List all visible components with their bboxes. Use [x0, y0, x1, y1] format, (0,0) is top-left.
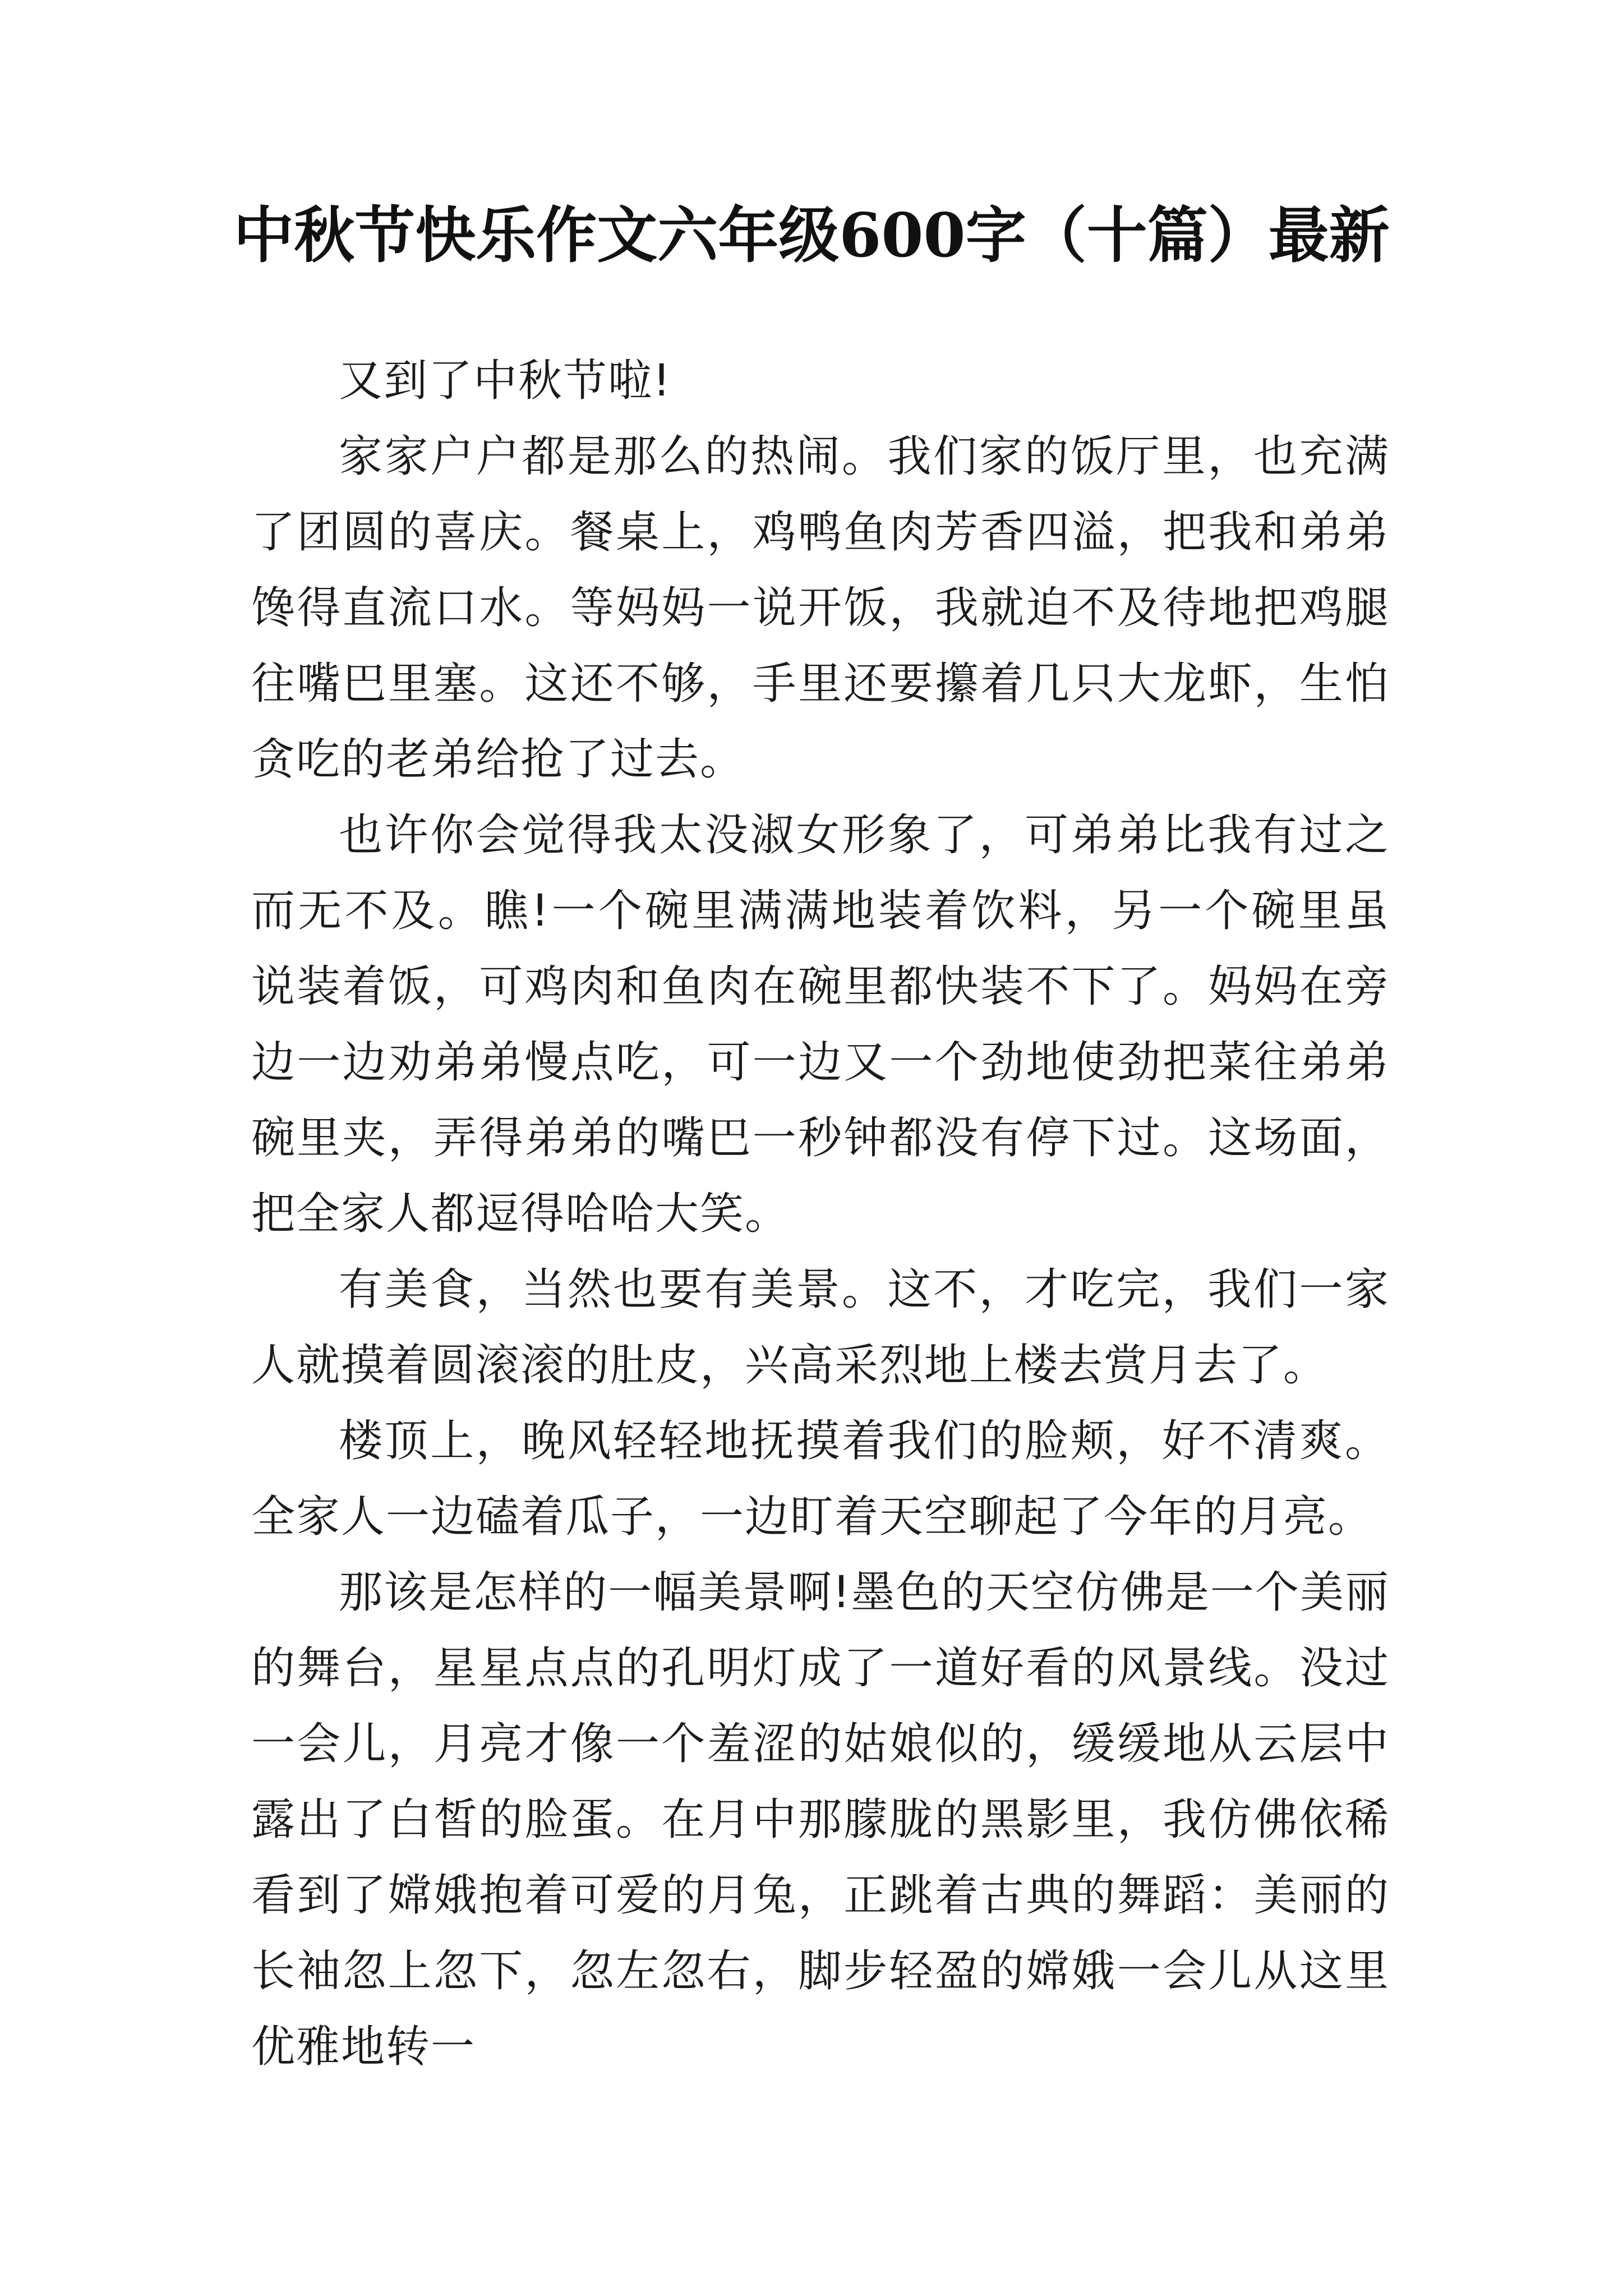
paragraph: 有美食，当然也要有美景。这不，才吃完，我们一家人就摸着圆滚滚的肚皮，兴高采烈地上楼去赏月去了。 — [251, 1264, 1390, 1391]
document-body — [251, 343, 1390, 2085]
paragraph: 也许你会觉得我太没淑女形象了，可弟弟比我有过之而无不及。瞧!一个碗里满满地装着饮料，另一个碗里虽说装着饭，可鸡肉和鱼肉在碗里都快装不下了。妈妈在旁边一边劝弟弟慢点吃，可一边又一个劲地使劲把菜往弟弟碗里夹，弄得弟弟的嘴巴一秒钟都没有停下过。这场面，把全家人都逗得哈哈大笑。 — [251, 810, 1390, 1239]
paragraph: 家家户户都是那么的热闹。我们家的饭厅里，也充满了团圆的喜庆。餐桌上，鸡鸭鱼肉芳香四溢，把我和弟弟馋得直流口水。等妈妈一说开饭，我就迫不及待地把鸡腿往嘴巴里塞。这还不够，手里还要攥着几只大龙虾，生怕贪吃的老弟给抢了过去。 — [251, 431, 1390, 785]
paragraph: 那该是怎样的一幅美景啊!墨色的天空仿佛是一个美丽的舞台，星星点点的孔明灯成了一道好看的风景线。没过一会儿，月亮才像一个羞涩的姑娘似的，缓缓地从云层中露出了白皙的脸蛋。在月中那朦胧的黑影里，我仿佛依稀看到了嫦娥抱着可爱的月兔，正跳着古典的舞蹈：美丽的长袖忽上忽下，忽左忽右，脚步轻盈的嫦娥一会儿从这里优雅地转一 — [251, 1567, 1390, 2072]
document-title: 中秋节快乐作文六年级600字（十篇）最新 — [233, 200, 1390, 271]
paragraph: 楼顶上，晚风轻轻地抚摸着我们的脸颊，好不清爽。全家人一边磕着瓜子，一边盯着天空聊起了今年的月亮。 — [251, 1416, 1390, 1542]
paragraph: 又到了中秋节啦! — [339, 356, 672, 406]
